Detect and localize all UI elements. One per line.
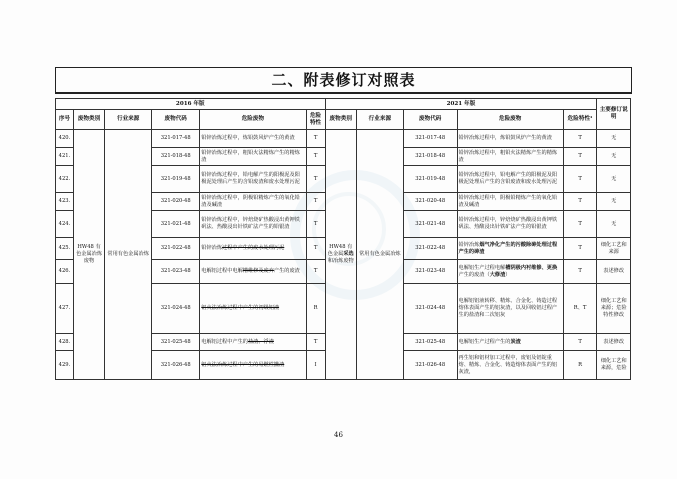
waste-added-text: 大修渣 <box>489 271 506 278</box>
row-waste-2021: 铅锌冶炼过程中，阴极铅精炼产生的氧化铅渣及碱渣 <box>457 193 563 211</box>
waste-text: 铅锌冶炼 <box>458 241 480 248</box>
row-code-2021: 321-026-48 <box>403 351 457 380</box>
header-code-2016: 废物代码 <box>152 110 200 130</box>
row-code-2016: 321-023-48 <box>152 260 200 284</box>
row-code-2021: 321-022-48 <box>403 238 457 260</box>
waste-added-text: 烟气净化产生的污酸除砷处理过程产生的砷渣 <box>458 241 558 255</box>
row-code-2021: 321-025-48 <box>403 334 457 351</box>
row-seq: 427. <box>56 284 74 334</box>
row-waste-2016: 铅锌冶炼过程中，铅电解产生的阳极泥及阳极泥处理后产生的含铅废渣和废水处理污泥 <box>200 166 306 193</box>
row-code-2016: 321-025-48 <box>152 334 200 351</box>
row-waste-2021: 铅锌冶炼过程中，炼铅鼓风炉产生的黄渣 <box>457 130 563 148</box>
row-hazard-2021: R、T <box>563 284 597 334</box>
row-code-2016: 321-019-48 <box>152 166 200 193</box>
header-code-2021: 废物代码 <box>403 110 457 130</box>
row-waste-2016 <box>200 260 306 284</box>
header-category-2021: 废物类别 <box>325 110 356 130</box>
header-seq: 序号 <box>56 110 74 130</box>
row-hazard-2016: T <box>306 148 325 166</box>
row-seq: 429. <box>56 351 74 380</box>
page-title: 二、附表修订对照表 <box>55 67 632 94</box>
row-hazard-2021: T <box>563 193 597 211</box>
header-waste-2021: 危险废物 <box>457 110 563 130</box>
category-2021-part2: 和冶炼废物 <box>327 258 354 264</box>
row-hazard-2021: T <box>563 148 597 166</box>
row-note: 细化工艺和来源，危险 <box>597 351 631 380</box>
waste-text: 电解铝生产过程产生的 <box>458 338 511 345</box>
row-hazard-2021: R <box>563 351 597 380</box>
row-seq: 425. <box>56 238 74 260</box>
waste-text: 电解铝过程中电解 <box>201 268 243 274</box>
row-seq: 428. <box>56 334 74 351</box>
row-hazard-2016: T <box>306 193 325 211</box>
row-hazard-2016: T <box>306 238 325 260</box>
row-code-2021: 321-024-48 <box>403 284 457 334</box>
row-note: 表述修改 <box>597 334 631 351</box>
row-note: 表述修改 <box>597 260 631 284</box>
header-source-2016: 行业来源 <box>105 110 152 130</box>
header-hazard-2021: 危险特性¹ <box>563 110 597 130</box>
header-source-2021: 行业来源 <box>356 110 403 130</box>
row-hazard-2016: T <box>306 130 325 148</box>
row-hazard-2016: R <box>306 284 325 334</box>
category-2016: HW48 有色金属冶炼废物 <box>73 130 104 380</box>
waste-text: ） <box>505 271 511 278</box>
row-code-2016: 321-026-48 <box>152 351 200 380</box>
row-waste-2021 <box>457 260 563 284</box>
waste-added-text: 炭渣 <box>510 338 521 345</box>
header-waste-2016: 危险废物 <box>200 110 306 130</box>
row-hazard-2016: T <box>306 166 325 193</box>
row-code-2016: 321-018-48 <box>152 148 200 166</box>
row-note: 无 <box>597 130 631 148</box>
waste-deleted-text: 盐渣、浮渣 <box>247 338 274 345</box>
waste-text: 电解铝过程中产生的 <box>201 338 248 345</box>
comparison-table <box>55 98 631 380</box>
row-hazard-2021: T <box>563 130 597 148</box>
row-waste-2021: 铅锌冶炼过程中，粗铅火法精炼产生的精炼渣 <box>457 148 563 166</box>
row-waste-2016: 铝火法冶炼过程中产生的初级铝渣 <box>200 284 306 334</box>
table-row <box>56 130 631 148</box>
row-code-2021: 321-018-48 <box>403 148 457 166</box>
row-hazard-2016: T <box>306 260 325 284</box>
row-seq: 423. <box>56 193 74 211</box>
row-seq: 426. <box>56 260 74 284</box>
row-code-2016: 321-024-48 <box>152 284 200 334</box>
row-note: 无 <box>597 166 631 193</box>
row-waste-2016 <box>200 334 306 351</box>
waste-text: 铅锌冶炼 <box>201 245 223 251</box>
row-waste-2021 <box>457 334 563 351</box>
row-hazard-2021: T <box>563 334 597 351</box>
row-waste-2016: 铅锌冶炼过程中，粗铅火法精炼产生的精炼渣 <box>200 148 306 166</box>
waste-text: 产生的废渣（ <box>458 271 490 278</box>
row-waste-2016: 铅锌冶炼过程中，阴极铅精炼产生的氧化铅渣及碱渣 <box>200 193 306 211</box>
row-seq: 421. <box>56 148 74 166</box>
waste-text: 产生的废渣 <box>273 268 300 274</box>
header-hazard-2016: 危险特性 <box>306 110 325 130</box>
category-2021 <box>325 130 356 380</box>
row-hazard-2016: T <box>306 211 325 238</box>
row-hazard-2021: T <box>563 166 597 193</box>
row-code-2021: 321-019-48 <box>403 166 457 193</box>
row-waste-2016: 铅锌冶炼过程中，锌焙烧矿热酸浸出黄钾铁矾法、热酸浸出针铁矿法产生的铅银渣 <box>200 211 306 238</box>
category-2021-strike: 采选 <box>343 251 354 257</box>
source-2021: 常用有色金属冶炼 <box>356 130 403 380</box>
row-note: 无 <box>597 193 631 211</box>
row-waste-2021: 铅锌冶炼过程中，铅电解产生的阳极泥及阳极泥处理后产生的含铅废渣和废水处理污泥 <box>457 166 563 193</box>
row-code-2016: 321-020-48 <box>152 193 200 211</box>
row-hazard-2021: T <box>563 238 597 260</box>
row-note: 细化工艺和来源；危险特性修改 <box>597 284 631 334</box>
group-header-2021: 2021 年版 <box>325 99 597 110</box>
row-hazard-2021: T <box>563 211 597 238</box>
source-2016: 常用有色金属冶炼 <box>105 130 152 380</box>
row-seq: 420. <box>56 130 74 148</box>
header-note: 主要修订说明 <box>597 99 631 130</box>
row-code-2021: 321-023-48 <box>403 260 457 284</box>
row-hazard-2016: T <box>306 334 325 351</box>
row-note: 无 <box>597 148 631 166</box>
header-category-2016: 废物类别 <box>73 110 104 130</box>
group-header-2016: 2016 年版 <box>56 99 326 110</box>
row-hazard-2016: I <box>306 351 325 380</box>
row-waste-2021: 电解铝铝液转移、精炼、合金化、铸造过程熔体表面产生的铝灰渣，以及回收铝过程产生的盐渣和二次铝灰 <box>457 284 563 334</box>
row-code-2021: 321-020-48 <box>403 193 457 211</box>
row-code-2021: 321-021-48 <box>403 211 457 238</box>
row-code-2021: 321-017-48 <box>403 130 457 148</box>
row-code-2016: 321-021-48 <box>152 211 200 238</box>
row-waste-2021: 再生铝和铝材加工过程中，废铝及铝锭重熔、精炼、合金化、铸造熔体表面产生的铝灰渣， <box>457 351 563 380</box>
row-seq: 424. <box>56 211 74 238</box>
row-waste-2021: 铅锌冶炼过程中，锌焙烧矿热酸浸出黄钾铁矾法、热酸浸出针铁矿法产生的铅银渣 <box>457 211 563 238</box>
row-waste-2016 <box>200 238 306 260</box>
waste-added-text: 槽阴极内衬维修、更换 <box>505 264 558 271</box>
row-waste-2016: 铝火法冶炼过程中产生的易燃性撇渣 <box>200 351 306 380</box>
row-waste-2016: 铅锌冶炼过程中，炼铅鼓风炉产生的黄渣 <box>200 130 306 148</box>
row-code-2016: 321-017-48 <box>152 130 200 148</box>
row-note: 无 <box>597 211 631 238</box>
page-number: 46 <box>334 431 343 439</box>
row-seq: 422. <box>56 166 74 193</box>
waste-deleted-text: 槽维修及废弃 <box>242 268 274 274</box>
row-waste-2021 <box>457 238 563 260</box>
waste-deleted-text: 过程中产生的废水处理污泥 <box>222 245 285 251</box>
category-2021-part1: HW48 有色金属 <box>327 244 353 257</box>
comparison-table-wrap <box>55 98 631 380</box>
row-code-2016: 321-022-48 <box>152 238 200 260</box>
row-hazard-2021: T <box>563 260 597 284</box>
row-note: 细化工艺和来源 <box>597 238 631 260</box>
waste-text: 电解铝生产过程电解 <box>458 264 506 271</box>
